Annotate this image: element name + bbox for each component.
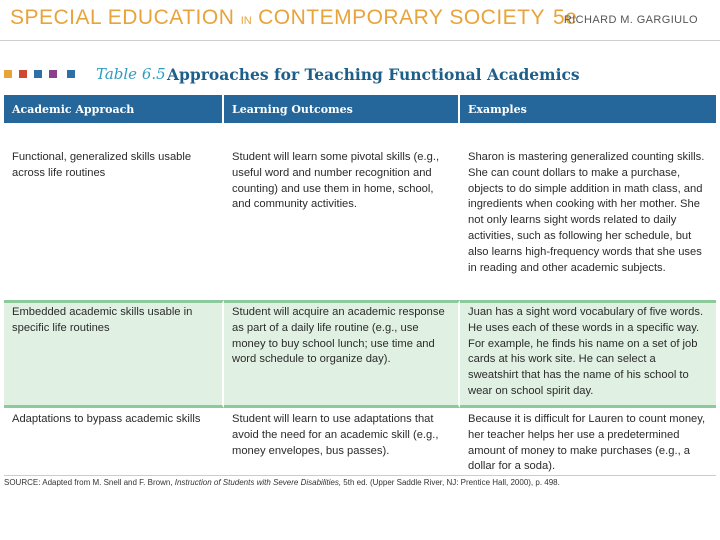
examples-cell: Because it is difficult for Lauren to count money, her teacher helps her use a predetermined amount of money to make purchases (e.g., a dollar for a soda). [460,408,716,485]
table-title: Approaches for Teaching Functional Academics [167,65,580,84]
column-header-academic-approach: Academic Approach [4,95,224,123]
book-title-part1: SPECIAL EDUCATION [10,6,235,29]
column-header-examples: Examples [460,95,716,123]
table-header-row [4,95,716,123]
book-title [10,6,577,30]
learning-outcomes-cell: Student will acquire an academic response as part of a daily life routine (e.g., use money to buy school lunch; use time and word schedule to organize day). [224,300,460,408]
book-title-in: IN [240,15,252,27]
blue-square-icon [34,70,42,78]
functional-academics-table [4,95,716,485]
table-row [4,408,716,485]
learning-outcomes-cell: Student will learn to use adaptations that avoid the need for an academic skill (e.g., money envelopes, bus passes). [224,408,460,485]
book-title-part2: CONTEMPORARY SOCIETY [258,6,545,29]
orange-square-icon [4,70,12,78]
table-row [4,300,716,408]
academic-approach-cell: Embedded academic skills usable in specific life routines [4,300,224,408]
book-edition: 5e [552,6,578,29]
page-header [0,0,720,41]
table-row [4,123,716,300]
table-label: Table 6.5 [96,65,166,83]
purple-square-icon [49,70,57,78]
column-header-learning-outcomes: Learning Outcomes [224,95,460,123]
blue-square-icon [67,70,75,78]
source-book-title: Instruction of Students with Severe Disabilities, [174,478,342,487]
table-heading [4,64,716,84]
examples-cell: Sharon is mastering generalized counting skills. She can count dollars to make a purchase, objects to do simple addition in math class, and ingredients when cooking with her mother. She not only learns sight words related to daily activities, such as following her schedule, but also learns high-frequency words that she uses in reading and other academic subjects. [460,123,716,300]
academic-approach-cell: Adaptations to bypass academic skills [4,408,224,485]
source-citation [4,475,716,487]
source-prefix: SOURCE: Adapted from M. Snell and F. Brown, [4,478,175,487]
red-square-icon [19,70,27,78]
academic-approach-cell: Functional, generalized skills usable across life routines [4,123,224,300]
source-suffix: 5th ed. (Upper Saddle River, NJ: Prentice Hall, 2000), p. 498. [341,478,560,487]
book-author: RICHARD M. GARGIULO [563,14,698,26]
examples-cell: Juan has a sight word vocabulary of five words. He uses each of these words in a specific way. For example, he finds his name on a set of job cards at his work site. He can select a sweatshirt that has the name of his school to wear on school spirit day. [460,300,716,408]
learning-outcomes-cell: Student will learn some pivotal skills (e.g., useful word and number recognition and counting) and use them in home, school, and community activities. [224,123,460,300]
